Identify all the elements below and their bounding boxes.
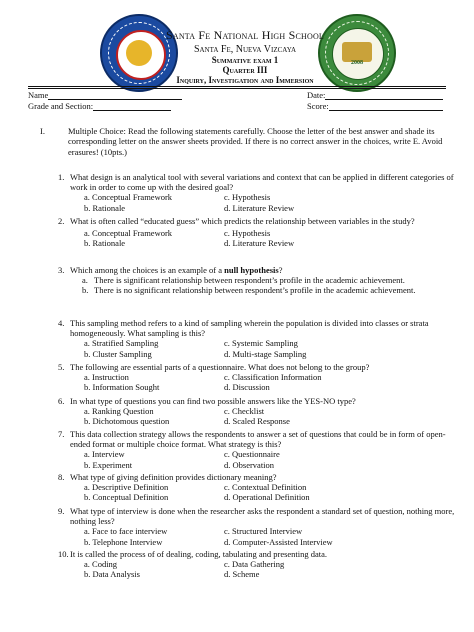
option-d[interactable]: d. Observation (224, 459, 275, 470)
option-b[interactable]: b. Telephone Interview (84, 536, 163, 547)
instructions-text: Multiple Choice: Read the following statements carefully. Choose the letter of the best answer and shade its corresponding letter on the answer sheets provided. If there is no correct answer in the choices, write E. Avoid erasures! (10pts.) (68, 126, 443, 157)
option-c[interactable]: c. Questionnaire (224, 449, 280, 460)
date-blank[interactable] (325, 90, 443, 100)
option-a[interactable]: a. Interview (84, 449, 125, 460)
question-8 (58, 472, 458, 503)
option-b[interactable]: b. Rationale (84, 202, 126, 213)
question-stem: What design is an analytical tool with several variations and context that can be applied in different categories of work in order to come up with the desired goal? (70, 172, 454, 193)
section-numeral: I. (40, 126, 45, 136)
question-number: 6. (58, 396, 65, 406)
question-stem: This sampling method refers to a kind of sampling wherein the population is divided into classes or strata homogeneously. What sampling is this? (70, 318, 429, 339)
question-stem: In what type of questions you can find two possible answers like the YES-NO type? (70, 396, 356, 406)
option-d[interactable]: d. Discussion (224, 382, 270, 393)
null-hypothesis-emphasis: null hypothesis (224, 265, 279, 275)
option-c[interactable]: c. Structured Interview (224, 526, 303, 537)
option-b[interactable]: b. Data Analysis (84, 569, 140, 580)
question-number: 10. (58, 549, 69, 559)
option-d[interactable]: d. Literature Review (224, 238, 295, 249)
question-stem: What type of giving definition provides dictionary meaning? (70, 472, 277, 482)
question-1 (58, 172, 458, 213)
question-stem: This data collection strategy allows the respondents to answer a set of questions that could be in form of open-ended format or multiple choice format. What strategy is this? (70, 429, 446, 450)
option-a[interactable]: a. Coding (84, 559, 118, 570)
school-name: Santa Fe National High School (165, 28, 325, 42)
exam-title: Summative exam 1 (211, 55, 279, 65)
option-c[interactable]: c. Contextual Definition (224, 482, 307, 493)
seal-year: 2008 (351, 60, 363, 66)
question-stem: What is often called “educated guess” which predicts the relationship between variables in the study? (70, 216, 415, 226)
options (84, 192, 458, 212)
question-number: 3. (58, 265, 65, 275)
option-d[interactable]: d. Scaled Response (224, 416, 290, 427)
option-c[interactable]: c. Systemic Sampling (224, 338, 298, 349)
subject-title: Inquiry, Investigation and Immersion (176, 75, 314, 85)
header-divider-secondary (28, 88, 446, 89)
question-number: 9. (58, 506, 65, 516)
options (84, 338, 458, 358)
options (84, 482, 458, 502)
question-number: 1. (58, 172, 65, 182)
name-label: Name (28, 90, 49, 100)
option-b[interactable]: b. Rationale (84, 238, 126, 249)
date-label: Date: (307, 90, 326, 100)
question-3 (58, 265, 458, 296)
question-4 (58, 318, 458, 359)
option-a[interactable]: a. Descriptive Definition (84, 482, 169, 493)
question-number: 4. (58, 318, 65, 328)
date-field[interactable] (307, 90, 443, 100)
option-a[interactable]: a. There is significant relationship between respondent’s profile in the academic achievement. (82, 275, 405, 286)
option-a[interactable]: a. Stratified Sampling (84, 338, 159, 349)
question-stem: What type of interview is done when the researcher asks the respondent a standard set of question, nothing more, nothing less? (70, 506, 455, 527)
grade-section-label: Grade and Section: (28, 101, 94, 111)
school-address: Santa Fe, Nueva Vizcaya (193, 44, 297, 55)
question-number: 7. (58, 429, 65, 439)
option-c[interactable]: c. Hypothesis (224, 192, 271, 203)
question-5 (58, 362, 458, 393)
option-d[interactable]: d. Scheme (224, 569, 260, 580)
option-a[interactable]: a. Conceptual Framework (84, 228, 173, 239)
question-number: 2. (58, 216, 65, 226)
option-d[interactable]: d. Operational Definition (224, 492, 310, 503)
option-a[interactable]: a. Face to face interview (84, 526, 168, 537)
options (84, 406, 458, 426)
quarter-label: Quarter III (222, 65, 268, 75)
options (84, 372, 458, 392)
option-c[interactable]: c. Hypothesis (224, 228, 271, 239)
score-blank[interactable] (329, 101, 443, 111)
question-number: 5. (58, 362, 65, 372)
option-a[interactable]: a. Instruction (84, 372, 129, 383)
options (84, 526, 458, 546)
grade-section-blank[interactable] (93, 101, 171, 111)
score-field[interactable] (307, 101, 443, 111)
option-c[interactable]: c. Classification Information (224, 372, 322, 383)
options (84, 228, 458, 248)
option-b[interactable]: b. Conceptual Definition (84, 492, 169, 503)
options (84, 449, 458, 469)
option-b[interactable]: b. Dichotomous question (84, 416, 170, 427)
options (84, 559, 458, 579)
question-2 (58, 216, 458, 249)
option-a[interactable]: a. Ranking Question (84, 406, 154, 417)
question-6 (58, 396, 458, 427)
question-stem: The following are essential parts of a questionnaire. What does not belong to the group? (70, 362, 370, 372)
question-9 (58, 506, 458, 547)
option-d[interactable]: d. Multi-stage Sampling (224, 348, 307, 359)
option-b[interactable]: b. Information Sought (84, 382, 160, 393)
option-b[interactable]: b. Cluster Sampling (84, 348, 152, 359)
name-field[interactable] (28, 90, 182, 100)
option-b[interactable]: b. Experiment (84, 459, 133, 470)
option-c[interactable]: c. Checklist (224, 406, 265, 417)
option-c[interactable]: c. Data Gathering (224, 559, 285, 570)
question-number: 8. (58, 472, 65, 482)
name-blank[interactable] (48, 90, 182, 100)
score-label: Score: (307, 101, 329, 111)
option-a[interactable]: a. Conceptual Framework (84, 192, 173, 203)
option-b[interactable]: b. There is no significant relationship between respondent’s profile in the academic achievement. (82, 285, 416, 296)
grade-section-field[interactable] (28, 101, 171, 111)
question-stem: It is called the process of of dealing, coding, tabulating and presenting data. (70, 549, 328, 559)
option-d[interactable]: d. Literature Review (224, 202, 295, 213)
option-d[interactable]: d. Computer-Assisted Interview (224, 536, 333, 547)
question-stem: Which among the choices is an example of a null hypothesis? (70, 265, 283, 275)
question-7 (58, 429, 458, 470)
question-10 (58, 549, 458, 580)
header-divider (28, 86, 446, 87)
